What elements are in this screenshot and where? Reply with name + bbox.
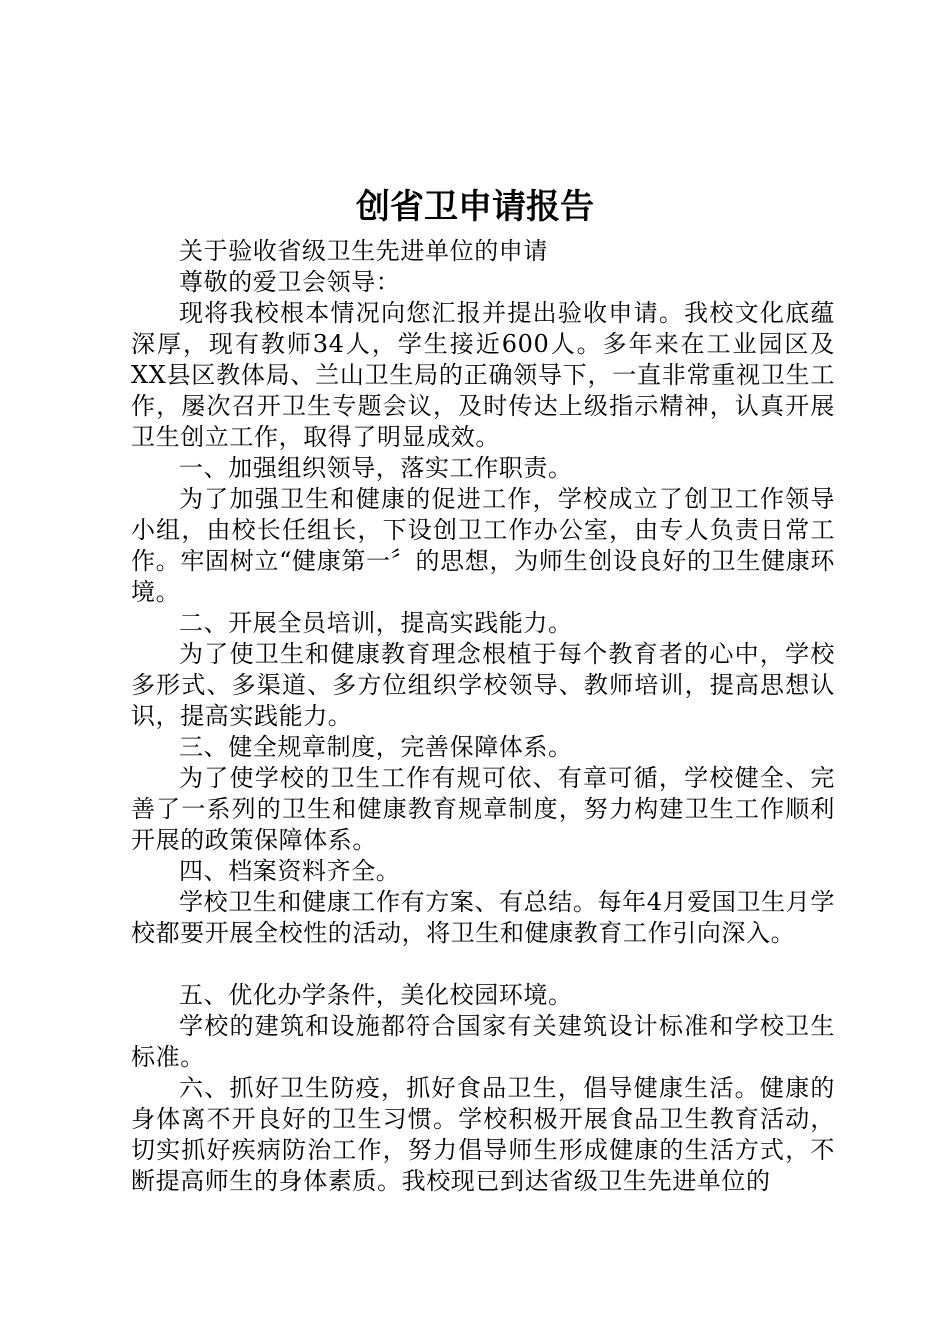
salutation: 尊敬的爱卫会领导： xyxy=(179,268,401,296)
document-title: 创省卫申请报告 xyxy=(356,187,594,227)
section-body-1: 为了加强卫生和健康的促进工作，学校成立了创卫工作领导小组，由校长任组长，下设创卫工作办公室，由专人负责日常工作。牢固树立“健康第一〞的思想，为师生创设良好的卫生健康环境。 xyxy=(131,485,835,606)
section-heading-1: 一、加强组织领导，落实工作职责。 xyxy=(179,454,573,482)
document-body xyxy=(131,236,835,1197)
section-body-5: 学校的建筑和设施都符合国家有关建筑设计标准和学校卫生标准。 xyxy=(131,1012,835,1071)
section-heading-4: 四、档案资料齐全。 xyxy=(179,857,401,885)
section-body-3: 为了使学校的卫生工作有规可依、有章可循，学校健全、完善了一系列的卫生和健康教育规章制度，努力构建卫生工作顺利开展的政策保障体系。 xyxy=(131,764,835,854)
section-heading-2: 二、开展全员培训，提高实践能力。 xyxy=(179,609,573,637)
intro-paragraph: 现将我校根本情况向您汇报并提出验收申请。我校文化底蕴深厚，现有教师34人，学生接近600人。多年来在工业园区及XX县区教体局、兰山卫生局的正确领导下，一直非常重视卫生工作，屡次召开卫生专题会议，及时传达上级指示精神，认真开展卫生创立工作，取得了明显成效。 xyxy=(131,299,835,451)
section-body-4: 学校卫生和健康工作有方案、有总结。每年4月爱国卫生月学校都要开展全校性的活动，将卫生和健康教育工作引向深入。 xyxy=(131,888,835,947)
section-heading-5: 五、优化办学条件，美化校园环境。 xyxy=(179,981,573,1009)
section-body-2: 为了使卫生和健康教育理念根植于每个教育者的心中，学校多形式、多渠道、多方位组织学校领导、教师培训，提高思想认识，提高实践能力。 xyxy=(131,640,835,730)
section-heading-6: 六、抓好卫生防疫，抓好食品卫生，倡导健康生活。健康的身体离不开良好的卫生习惯。学校积极开展食品卫生教育活动，切实抓好疾病防治工作，努力倡导师生形成健康的生活方式，不断提高师生的身体素质。我校现已到达省级卫生先进单位的 xyxy=(131,1074,835,1195)
application-subject: 关于验收省级卫生先进单位的申请 xyxy=(179,237,548,265)
section-heading-3: 三、健全规章制度，完善保障体系。 xyxy=(179,733,573,761)
